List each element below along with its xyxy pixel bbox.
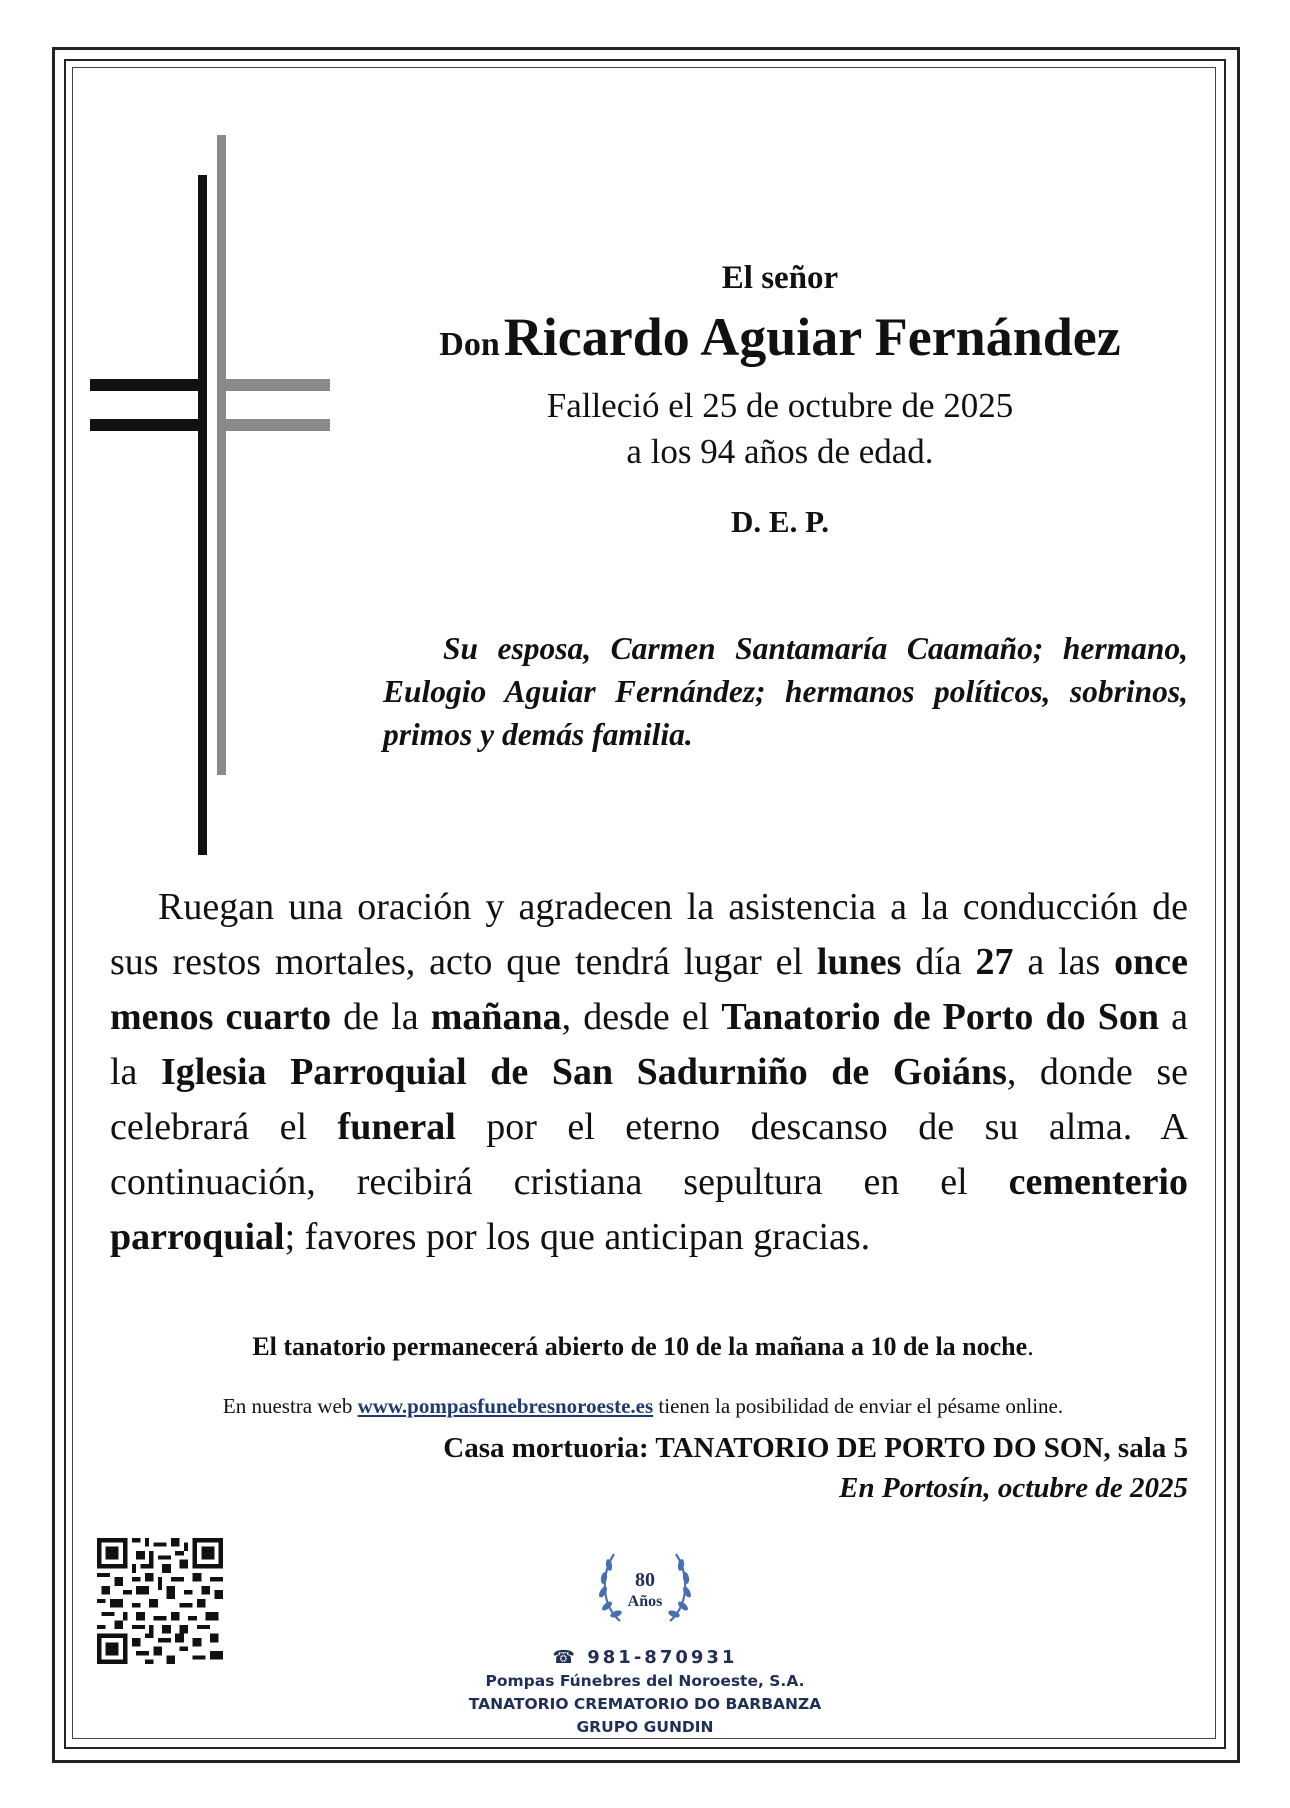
- casa-place: TANATORIO DE PORTO DO SON: [655, 1432, 1104, 1464]
- ceremony-details: [110, 880, 1188, 1265]
- body-text: ; favores por los que anticipan gracias.: [284, 1216, 871, 1258]
- body-text: , desde el: [561, 996, 722, 1038]
- phone-line: [395, 1646, 895, 1670]
- family-list: Su esposa, Carmen Santamaría Caamaño; hermano, Eulogio Aguiar Fernández; hermanos políticos, sobrinos, primos y demás familia.: [383, 631, 1188, 752]
- body-text: , donde se celebrará el: [110, 1051, 1188, 1148]
- body-bold: Iglesia Parroquial de San Sadurniño de Goiáns: [160, 1051, 1007, 1093]
- web-text-before: En nuestra web: [222, 1394, 358, 1418]
- funeral-home: [443, 1428, 1188, 1468]
- casa-label: Casa mortuoria:: [443, 1432, 656, 1464]
- death-date: Falleció el 25 de octubre de 2025: [546, 386, 1014, 425]
- name-line: [380, 306, 1180, 382]
- body-bold: Tanatorio de Porto do Son: [721, 996, 1160, 1038]
- body-bold: lunes: [816, 941, 902, 983]
- web-notice: [80, 1392, 1206, 1420]
- company-tanatorio: TANATORIO CREMATORIO DO BARBANZA: [468, 1695, 822, 1713]
- body-text: a la: [110, 996, 1189, 1093]
- funeral-company-footer: [395, 1536, 895, 1739]
- cross-icon: [90, 135, 340, 855]
- badge-word: Años: [627, 1593, 663, 1610]
- website-link[interactable]: www.pompasfunebresnoroeste.es: [357, 1394, 654, 1418]
- dep-line: D. E. P.: [731, 504, 829, 539]
- company-name: Pompas Fúnebres del Noroeste, S.A.: [485, 1672, 805, 1690]
- honorific: Don: [439, 326, 500, 363]
- hours-period: .: [1027, 1332, 1034, 1361]
- hours-text: El tanatorio permanecerá abierto de 10 de la mañana a 10 de la noche: [252, 1332, 1028, 1361]
- laurel-wreath-icon: [590, 1536, 700, 1636]
- casa-room: , sala 5: [1103, 1432, 1188, 1464]
- body-text: de la: [331, 996, 431, 1038]
- tanatorio-hours: [80, 1330, 1206, 1364]
- obituary-header: [380, 258, 1180, 542]
- body-bold: mañana: [430, 996, 562, 1038]
- body-bold: 27: [975, 941, 1014, 983]
- company-group: GRUPO GUNDIN: [576, 1718, 714, 1736]
- body-text: por el eterno descanso de su alma. A continuación, recibirá cristiana sepultura en el: [110, 1106, 1188, 1203]
- badge-number: 80: [635, 1569, 655, 1591]
- body-bold: once menos cuarto: [110, 941, 1188, 1038]
- phone-icon: ☎: [552, 1647, 578, 1668]
- title-prefix: El señor: [721, 260, 839, 296]
- body-text: día: [901, 941, 976, 983]
- age-line: a los 94 años de edad.: [626, 432, 934, 471]
- web-text-after: tienen la posibilidad de enviar el pésame online.: [653, 1394, 1064, 1418]
- deceased-name: Ricardo Aguiar Fernández: [503, 307, 1121, 367]
- body-bold: funeral: [337, 1106, 456, 1148]
- body-bold: cementerio parroquial: [110, 1161, 1188, 1258]
- place-date: En Portosín, octubre de 2025: [839, 1472, 1188, 1504]
- qr-code[interactable]: [95, 1538, 225, 1664]
- body-text: Ruegan una oración y agradecen la asistencia a la conducción de sus restos mortales, acto que tendrá lugar el: [110, 886, 1188, 983]
- phone-number: 981-870931: [587, 1647, 738, 1668]
- body-text: a las: [1013, 941, 1115, 983]
